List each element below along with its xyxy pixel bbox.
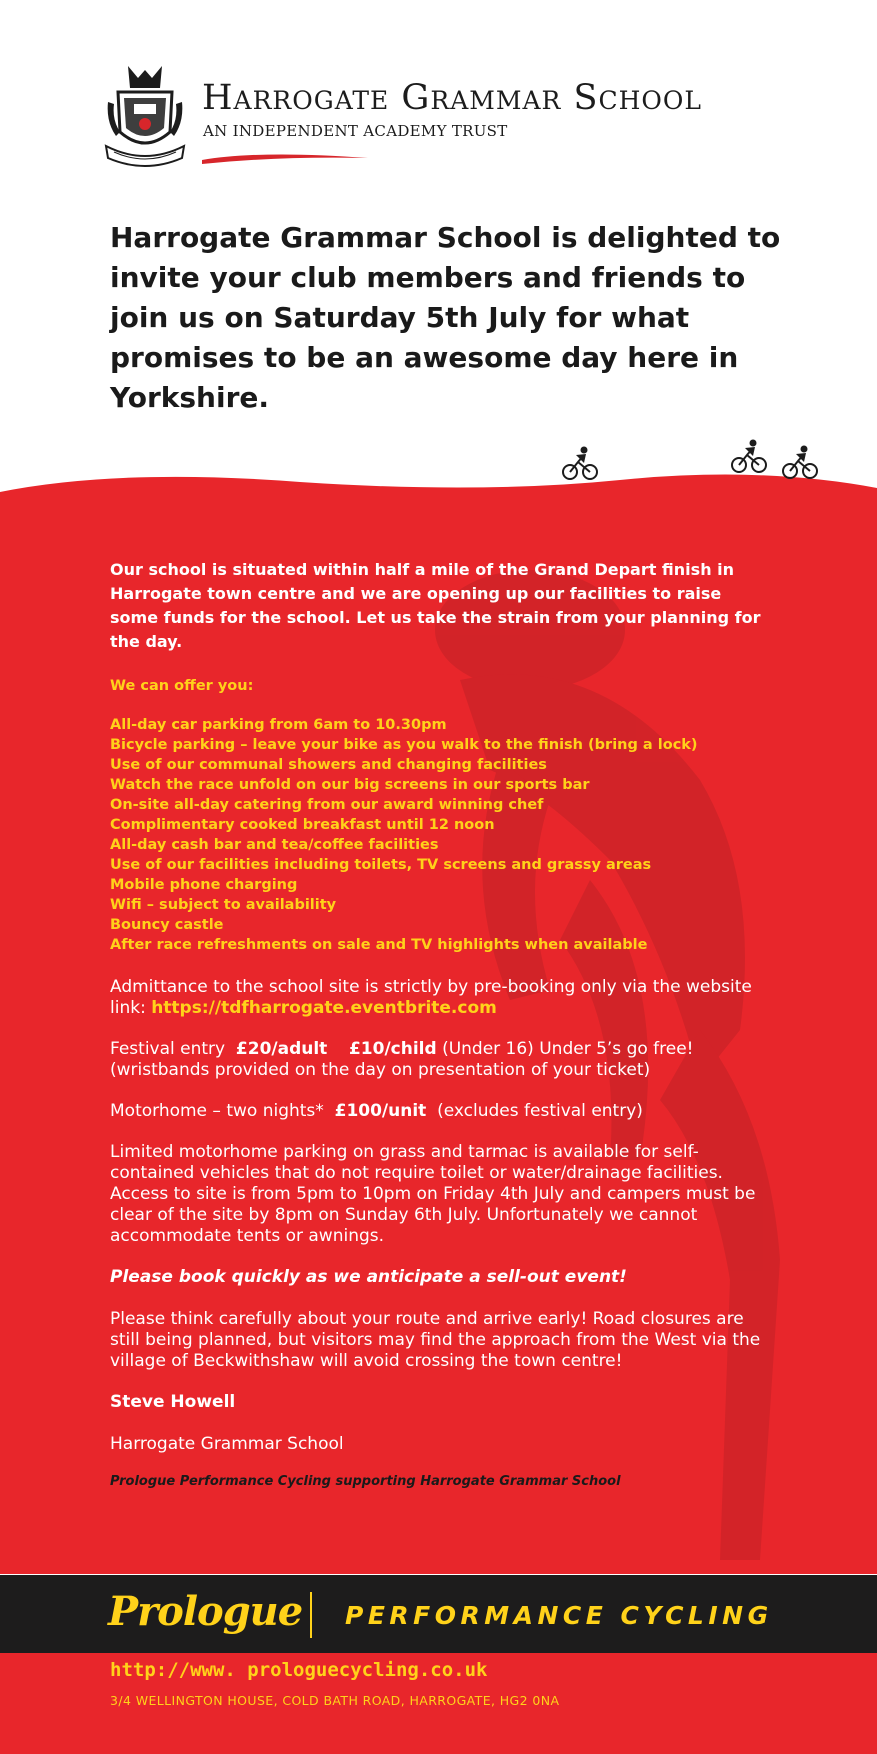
signature-name: Steve Howell (110, 1392, 236, 1412)
cyclist-icon (782, 444, 818, 480)
signature-org: Harrogate Grammar School (110, 1434, 344, 1454)
list-item: Bouncy castle (110, 917, 224, 933)
list-item: Complimentary cooked breakfast until 12 noon (110, 817, 495, 833)
list-item: Wifi – subject to availability (110, 897, 337, 913)
prologue-support-note: Prologue Performance Cycling supporting Harrogate Grammar School (110, 1474, 621, 1489)
footer-address: 3/4 WELLINGTON HOUSE, COLD BATH ROAD, HARROGATE, HG2 0NA (110, 1693, 560, 1708)
list-item: All-day cash bar and tea/coffee facilities (110, 837, 439, 853)
festival-label: Festival entry (110, 1039, 226, 1059)
school-name: Harrogate Grammar School (202, 78, 702, 118)
main-content (110, 558, 770, 1489)
motorhome-label: Motorhome – two nights* (110, 1101, 324, 1121)
list-item: Use of our facilities including toilets, TV screens and grassy areas (110, 857, 652, 873)
motorhome-price: £100/unit (334, 1101, 427, 1121)
prologue-logo: Prologue (108, 1588, 303, 1635)
admittance-text: Admittance to the school site is strictly by pre-booking only via the website link: (110, 977, 752, 1018)
wristband-note: (wristbands provided on the day on presentation of your ticket) (110, 1060, 651, 1080)
list-item: After race refreshments on sale and TV highlights when available (110, 937, 648, 953)
child-note: (Under 16) Under 5’s go free! (442, 1039, 694, 1059)
child-price: £10/child (348, 1039, 437, 1059)
route-info: Please think carefully about your route and arrive early! Road closures are still being planned, but visitors may find the approach from the West via the village of Beckwithshaw will avoid crossing the town centre! (110, 1309, 761, 1371)
motorhome-pricing (110, 1101, 770, 1122)
list-item: On-site all-day catering from our award winning chef (110, 797, 544, 813)
eventbrite-link[interactable]: https://tdfharrogate.eventbrite.com (151, 998, 497, 1018)
website-link[interactable]: http://www. prologuecycling.co.uk (110, 1659, 488, 1681)
trust-subtitle: AN INDEPENDENT ACADEMY TRUST (203, 122, 508, 140)
admittance-paragraph (110, 977, 770, 1019)
motorhome-note: (excludes festival entry) (437, 1101, 643, 1121)
list-item: Watch the race unfold on our big screens in our sports bar (110, 777, 590, 793)
adult-price: £20/adult (235, 1039, 328, 1059)
footer-divider (310, 1592, 312, 1638)
offer-title: We can offer you: (110, 678, 254, 694)
cyclist-icon (562, 445, 598, 481)
invitation-headline: Harrogate Grammar School is delighted to invite your club members and friends to join us on Saturday 5th July for what promises to be an awesome day here in Yorkshire. (110, 221, 781, 414)
list-item: Mobile phone charging (110, 877, 298, 893)
school-crest-icon (104, 62, 186, 172)
intro-paragraph: Our school is situated within half a mile of the Grand Depart finish in Harrogate town centre and we are opening up our facilities to raise some funds for the school. Let us take the strain from your planning for the day. (110, 560, 761, 651)
motorhome-info: Limited motorhome parking on grass and tarmac is available for self-contained vehicles that do not require toilet or water/drainage facilities. Access to site is from 5pm to 10pm on Friday 4th July and campers must be clear of the site by 8pm on Sunday 6th July. Unfortunately we cannot accommodate tents or awnings. (110, 1142, 756, 1246)
offer-list (110, 715, 770, 955)
red-swoosh-icon (200, 148, 370, 168)
festival-pricing (110, 1039, 770, 1081)
list-item: Use of our communal showers and changing facilities (110, 757, 547, 773)
list-item: All-day car parking from 6am to 10.30pm (110, 717, 447, 733)
cyclist-icon (731, 438, 767, 474)
book-quickly-notice: Please book quickly as we anticipate a sell-out event! (110, 1267, 627, 1287)
performance-cycling-tagline: PERFORMANCE CYCLING (345, 1601, 773, 1630)
list-item: Bicycle parking – leave your bike as you walk to the finish (bring a lock) (110, 737, 698, 753)
